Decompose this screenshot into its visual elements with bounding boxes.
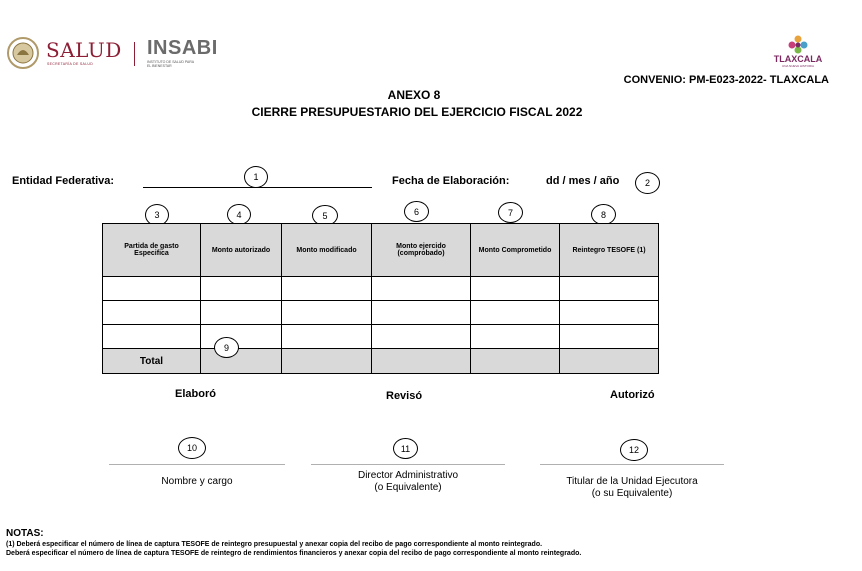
insabi-logo-text: INSABI <box>147 37 218 59</box>
note-line: Deberá especificar el número de línea de captura TESOFE de reintegro de rendimientos financieros y anexar copia del recibo de pago correspondiente al monto reintegrado. <box>6 550 582 557</box>
tlaxcala-logo-subtitle: UNA NUEVA HISTORIA <box>782 64 814 68</box>
table-cell[interactable] <box>560 277 659 301</box>
column-marker: 5 <box>312 205 338 226</box>
salud-logo-text: SALUD <box>46 38 122 62</box>
salud-logo-subtitle: SECRETARÍA DE SALUD <box>47 62 94 66</box>
table-cell[interactable] <box>282 277 372 301</box>
salud-logo <box>6 36 124 72</box>
total-marker: 9 <box>214 337 239 358</box>
tlaxcala-logo-text: TLAXCALA <box>773 54 823 64</box>
signature-caption <box>311 470 505 494</box>
caption-line: (o su Equivalente) <box>591 488 673 499</box>
signature-line[interactable] <box>540 464 724 465</box>
note-line: (1) Deberá especificar el número de línea de captura TESOFE de reintegro presupuestal y anexar copia del recibo de pago correspondiente al monto reintegrado. <box>6 541 543 548</box>
total-cell[interactable] <box>471 349 560 374</box>
column-header: Monto autorizado <box>201 224 282 277</box>
total-cell[interactable] <box>282 349 372 374</box>
total-cell[interactable] <box>560 349 659 374</box>
insabi-subtitle-line: INSTITUTO DE SALUD PARA <box>147 60 195 64</box>
notes-heading: NOTAS: <box>6 528 44 539</box>
table-cell[interactable] <box>282 301 372 325</box>
fecha-label: Fecha de Elaboración: <box>392 175 510 187</box>
table-cell[interactable] <box>372 325 471 349</box>
total-row <box>103 349 659 374</box>
table-cell[interactable] <box>282 325 372 349</box>
column-marker: 8 <box>591 204 616 225</box>
caption-line: Director Administrativo <box>357 470 459 481</box>
signature-caption: Nombre y cargo <box>161 476 233 487</box>
caption-line: (o Equivalente) <box>374 482 442 493</box>
table-cell[interactable] <box>201 325 282 349</box>
table-cell[interactable] <box>560 301 659 325</box>
caption-line: Titular de la Unidad Ejecutora <box>566 476 698 487</box>
table-cell[interactable] <box>201 301 282 325</box>
signature-line[interactable] <box>311 464 505 465</box>
column-header: Monto ejercido (comprobado) <box>372 224 471 277</box>
reviso-label: Revisó <box>386 390 423 402</box>
table-cell[interactable] <box>471 277 560 301</box>
total-label: Total <box>103 349 201 374</box>
fecha-value[interactable]: dd / mes / año <box>546 175 620 187</box>
column-header: Monto Comprometido <box>471 224 560 277</box>
column-marker: 6 <box>404 201 429 222</box>
table-cell[interactable] <box>560 325 659 349</box>
insabi-logo <box>147 37 227 73</box>
coat-of-arms-icon <box>6 36 40 70</box>
total-cell[interactable] <box>201 349 282 374</box>
table-cell[interactable] <box>372 301 471 325</box>
table-cell[interactable] <box>201 277 282 301</box>
table-cell[interactable] <box>471 325 560 349</box>
signature-marker: 12 <box>620 439 648 461</box>
annex-title: ANEXO 8 <box>387 88 441 102</box>
signature-marker: 11 <box>393 438 418 459</box>
column-marker: 3 <box>145 204 169 226</box>
signature-marker: 10 <box>178 437 206 459</box>
elaboro-label: Elaboró <box>175 388 216 400</box>
page-title: CIERRE PRESUPUESTARIO DEL EJERCICIO FISCAL 2022 <box>251 105 583 119</box>
column-header: Partida de gasto Especifica <box>103 224 201 277</box>
tlaxcala-logo <box>766 34 830 72</box>
autorizo-label: Autorizó <box>610 389 655 401</box>
total-cell[interactable] <box>372 349 471 374</box>
column-marker: 4 <box>227 204 251 225</box>
table-cell[interactable] <box>103 277 201 301</box>
table-cell[interactable] <box>471 301 560 325</box>
marker-2: 2 <box>635 172 660 194</box>
convenio-label: CONVENIO: PM-E023-2022- TLAXCALA <box>623 74 829 86</box>
table-row <box>103 325 659 349</box>
marker-1: 1 <box>244 166 268 188</box>
table-row <box>103 277 659 301</box>
logo-divider <box>134 42 135 66</box>
signature-line[interactable] <box>109 464 285 465</box>
column-marker: 7 <box>498 202 523 223</box>
table-cell[interactable] <box>103 301 201 325</box>
entidad-label: Entidad Federativa: <box>12 175 115 187</box>
table-cell[interactable] <box>372 277 471 301</box>
signature-caption <box>540 476 724 500</box>
table-header-row <box>103 224 659 277</box>
budget-table <box>102 223 659 374</box>
table-row <box>103 301 659 325</box>
insabi-subtitle-line: EL BIENESTAR <box>147 64 172 68</box>
table-cell[interactable] <box>103 325 201 349</box>
tlaxcala-emblem-icon <box>786 34 810 54</box>
column-header: Monto modificado <box>282 224 372 277</box>
column-header: Reintegro TESOFE (1) <box>560 224 659 277</box>
